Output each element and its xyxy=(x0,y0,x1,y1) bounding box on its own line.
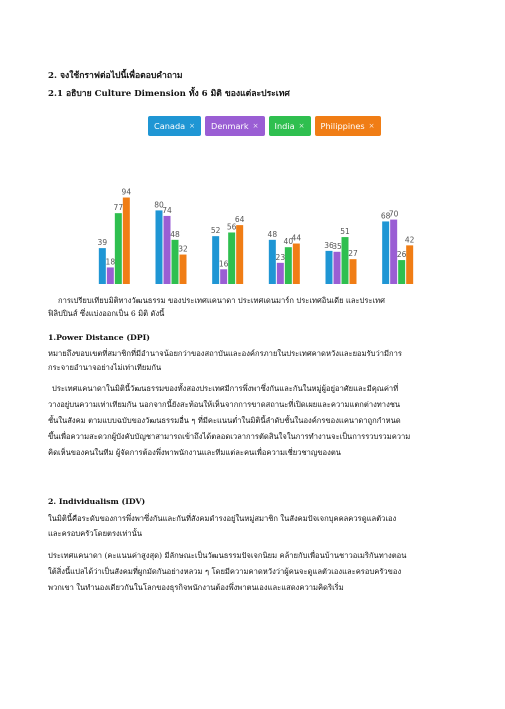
data-label: 48 xyxy=(170,229,180,239)
data-label: 52 xyxy=(210,226,221,236)
legend-chip-philippines[interactable] xyxy=(315,116,381,136)
chart-legend xyxy=(148,116,375,142)
data-label: 27 xyxy=(348,249,358,259)
data-label: 39 xyxy=(97,238,108,248)
idv-paragraph-line3: พวกเขา ในทำนองเดียวกันในโลกของธุรกิจพนักงานต้องพึ่งพาตนเองและแสดงความคิดริเริ่ม xyxy=(48,583,344,592)
pdi-paragraph-line4: ขึ้นเพื่อความสะดวกผู้บังคับบัญชาสามารถเข้าถึงได้ตลอดเวลาการตัดสินใจในการทำงานจะเป็นการรวบรวมความ xyxy=(48,432,411,441)
data-label: 32 xyxy=(178,244,188,254)
data-label: 64 xyxy=(234,215,245,225)
data-label: 68 xyxy=(380,211,391,221)
question-subtitle: 2.1 อธิบาย Culture Dimension ทั้ง 6 มิติ ของแต่ละประเทศ xyxy=(48,89,290,99)
bar-philippines-2 xyxy=(180,255,187,284)
culture-dimension-bar-chart xyxy=(86,172,426,292)
data-label: 36 xyxy=(324,240,334,250)
pdi-definition-line2: กระจายอำนาจอย่างไม่เท่าเทียมกัน xyxy=(48,363,162,372)
data-label: 26 xyxy=(396,250,407,260)
data-label: 23 xyxy=(275,252,286,262)
data-label: 35 xyxy=(332,241,342,251)
compare-text-line2: ฟิลิปปินส์ ซึ่งแบ่งออกเป็น 6 มิติ ดังนี้ xyxy=(48,309,165,318)
data-label: 74 xyxy=(162,205,172,215)
legend-chip-india[interactable] xyxy=(269,116,311,136)
close-icon[interactable]: × xyxy=(252,122,259,130)
bar-philippines-5 xyxy=(350,259,357,284)
legend-chip-canada[interactable] xyxy=(148,116,201,136)
bar-philippines-1 xyxy=(123,198,130,284)
data-label: 40 xyxy=(283,237,294,247)
close-icon[interactable]: × xyxy=(189,122,196,130)
bar-philippines-3 xyxy=(236,225,243,284)
legend-chip-label: Canada xyxy=(154,121,186,131)
bar-denmark-2 xyxy=(164,216,171,284)
bar-canada-2 xyxy=(156,210,163,284)
pdi-paragraph-line2: วางอยู่บนความเท่าเทียมกัน นอกจากนี้ยังสะท้อนให้เห็นจากการขาดสถานะที่เปิดเผยและความแตกต่างทางชน xyxy=(48,400,401,409)
idv-paragraph-line2: ใต้สิ่งนี้แปลได้ว่าเป็นสังคมที่ผูกมัดกันอย่างหลวม ๆ โดยมีความคาดหวังว่าผู้คนจะดูแลตัวเองและครอบครัวของ xyxy=(48,567,402,576)
bar-india-4 xyxy=(285,247,292,284)
data-label: 48 xyxy=(267,229,278,239)
pdi-paragraph-line5: คิดเห็นของคนในทีม ผู้จัดการต้องพึ่งพาพนักงานและทีมแต่ละคนเพื่อความเชี่ยวชาญของตน xyxy=(48,448,341,457)
idv-paragraph-line1: ประเทศแคนาดา (คะแนนค่าสูงสุด) มีลักษณะเป็นวัฒนธรรมปัจเจกนิยม คล้ายกับเพื่อนบ้านชาวอเมริกันทางตอน xyxy=(48,551,407,560)
bar-denmark-3 xyxy=(220,269,227,284)
data-label: 16 xyxy=(218,259,229,269)
pdi-paragraph-line3: ชั้นในสังคม ตามแบบฉบับของวัฒนธรรมอื่น ๆ ที่มีคะแนนต่ำในมิตินี้ลำดับชั้นในองค์กรของแคนาดาถูกกำหนด xyxy=(48,416,401,425)
idv-definition-line2: และครอบครัวโดยตรงเท่านั้น xyxy=(48,529,143,538)
bar-india-6 xyxy=(398,260,405,284)
data-label: 94 xyxy=(121,187,132,197)
close-icon[interactable]: × xyxy=(368,122,375,130)
data-label: 70 xyxy=(388,209,399,219)
bar-philippines-4 xyxy=(293,244,300,284)
pdi-paragraph-line1: ประเทศแคนาดาในมิตินี้วัฒนธรรมของทั้งสองประเทศมีการพึ่งพาซึ่งกันและกันในหมู่ผู้อยู่อาศัยและมีคุณค่าที่ xyxy=(52,384,399,393)
data-label: 44 xyxy=(291,233,302,243)
close-icon[interactable]: × xyxy=(298,122,305,130)
bar-canada-4 xyxy=(269,240,276,284)
bar-denmark-4 xyxy=(277,263,284,284)
data-label: 56 xyxy=(226,222,237,232)
bar-denmark-5 xyxy=(334,252,341,284)
legend-chip-label: Denmark xyxy=(211,121,249,131)
idv-definition-line1: ในมิตินี้คือระดับของการพึ่งพาซึ่งกันและกันที่สังคมดำรงอยู่ในหมู่สมาชิก ในสังคมปัจเจกบุคคลควรดูแลตัวเอง xyxy=(48,514,397,523)
data-label: 42 xyxy=(404,235,415,245)
question-title: 2. จงใช้กราฟต่อไปนี้เพื่อตอบคำถาม xyxy=(48,71,183,81)
bar-philippines-6 xyxy=(406,245,413,284)
data-label: 51 xyxy=(340,227,350,237)
data-label: 80 xyxy=(154,200,164,210)
bar-india-5 xyxy=(342,237,349,284)
data-label: 18 xyxy=(105,257,116,267)
bar-india-1 xyxy=(115,213,122,284)
pdi-definition-line1: หมายถึงขอบเขตที่สมาชิกที่มีอำนาจน้อยกว่าของสถาบันและองค์กรภายในประเทศคาดหวังและยอมรับว่ามีการ xyxy=(48,349,402,358)
bar-denmark-1 xyxy=(107,267,114,284)
pdi-section-title: 1.Power Distance (DPI) xyxy=(48,333,150,342)
legend-chip-label: Philippines xyxy=(320,121,365,131)
bar-india-3 xyxy=(228,232,235,284)
idv-section-title: 2. Individualism (IDV) xyxy=(48,497,146,506)
bar-canada-5 xyxy=(326,251,333,284)
legend-chip-label: India xyxy=(274,121,295,131)
bar-canada-6 xyxy=(382,221,389,284)
legend-chip-denmark[interactable] xyxy=(205,116,265,136)
data-label: 77 xyxy=(113,203,124,213)
compare-text-line1: การเปรียบเทียบมิติทางวัฒนธรรม ของประเทศแคนาดา ประเทศเดนมาร์ก ประเทศอินเดีย และประเทศ xyxy=(58,296,385,305)
